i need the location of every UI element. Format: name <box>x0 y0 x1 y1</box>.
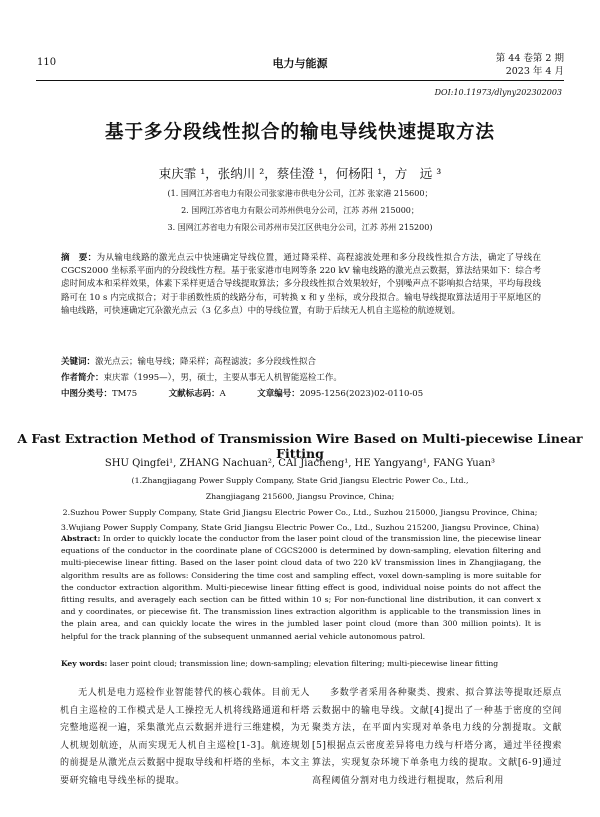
author-bio-text: 束庆霏（1995—），男，硕士，主要从事无人机智能巡检工作。 <box>103 373 342 383</box>
classification-line <box>61 387 541 399</box>
affiliation-en-3: 2.Suzhou Power Supply Company, State Grid Jiangsu Electric Power Co., Ltd., Suzhou 215000, Jiangsu Province, China; <box>62 508 538 517</box>
keywords-en <box>61 659 541 668</box>
title-en: A Fast Extraction Method of Transmission Wire Based on Multi-piecewise Linear Fitting <box>17 431 583 461</box>
doc-code-label: 文献标志码： <box>168 389 220 399</box>
doc-code-value: A <box>219 389 226 399</box>
body-left-text: 无人机是电力巡检作业智能替代的核心载体。目前无人机自主巡检的工作模式是人工操控无人机将线路通道和杆塔完整地巡视一遍，采集激光点云数据并进行三维建模，为无人机规划航迹，从而实现无人机自主巡检[1-3]。航迹规划的前提是从激光点云数据中提取导线和杆塔的坐标，本文主要研究输电导线坐标的提取。 <box>60 688 310 786</box>
body-left-column <box>60 685 310 790</box>
affiliation-en-2: Zhangjiagang 215600, Jiangsu Province, China; <box>205 492 395 501</box>
page-number: 110 <box>37 57 57 68</box>
abstract-en-text: In order to quickly locate the conductor from the laser point cloud of the transmission line, the piecewise linear equations of the conductor in the coordinate plane of CGCS2000 is determined by down-sampling, elevation filtering and multi-piecewise linear fitting. Based on the laser point cloud data of two 220 kV transmission lines in Zhangjiagang, the algorithm results are as follows: Considering the time cost and sampling effect, voxel down-sampling is more suitable for the conductor extraction algorithm. Multi-piecewise linear fitting effect is good, individual noise points do not affect the fitting results, and averagely each section can be fitted within 10 s; For non-functional line distribution, it can convert x and y coordinates, or piecewise fit. The transmission lines extraction algorithm is applicable to the transmission lines in the plain area, and can quickly locate the wires in the jumbled laser point cloud (more than 300 million points). It is helpful for the track planning of the subsequent unmanned aerial vehicle autonomous patrol. <box>61 534 541 641</box>
abstract-cn-label: 摘 要： <box>61 253 97 263</box>
authors-cn: 束庆霏 ¹，张纳川 ²，蔡佳澄 ¹，何杨阳 ¹，方 远 ³ <box>158 166 442 181</box>
affiliation-en-1: (1.Zhangjiagang Power Supply Company, State Grid Jiangsu Electric Power Co., Ltd., <box>131 476 469 485</box>
abstract-cn <box>61 252 541 318</box>
keywords-cn-label: 关键词： <box>61 357 96 367</box>
journal-name: 电力与能源 <box>272 57 328 70</box>
body-right-column <box>312 685 562 790</box>
author-bio <box>61 371 541 383</box>
keywords-en-label: Key words: <box>61 659 108 668</box>
journal-issue <box>496 52 564 78</box>
keywords-cn <box>61 355 541 367</box>
clc-label: 中图分类号： <box>61 389 113 399</box>
body-right-text: 多数学者采用各种聚类、搜索、拟合算法等提取还原点云数据中的输电导线。文献[4]提出了一种基于密度的空间聚类方法，在平面内实现对单条电力线的分割提取。文献[5]根据点云密度差异将电力线与杆塔分离，通过半径搜索算法，实现复杂环境下单条电力线的提取。文献[6-9]通过高程阈值分割对电力线进行粗提取，然后利用 <box>312 688 562 786</box>
clc-value: TM75 <box>112 389 138 399</box>
author-bio-label: 作者简介： <box>61 373 104 383</box>
keywords-cn-text: 激光点云；输电导线；降采样；高程滤波；多分段线性拟合 <box>95 357 317 367</box>
affiliation-cn-2: 2. 国网江苏省电力有限公司苏州供电分公司，江苏 苏州 215000； <box>181 206 419 215</box>
abstract-en-label: Abstract: <box>61 534 101 543</box>
affiliation-cn-1: (1. 国网江苏省电力有限公司张家港市供电分公司，江苏 张家港 215600； <box>167 189 433 198</box>
volume-issue: 第 44 卷第 2 期 <box>495 53 564 64</box>
header-rule <box>36 80 564 81</box>
keywords-en-text: laser point cloud; transmission line; down-sampling; elevation filtering; multi-piecewise linear fitting <box>109 659 499 668</box>
title-cn: 基于多分段线性拟合的输电导线快速提取方法 <box>104 122 495 143</box>
authors-en: SHU Qingfei¹, ZHANG Nachuan², CAI Jiacheng¹, HE Yangyang¹, FANG Yuan³ <box>104 458 496 469</box>
issue-date: 2023 年 4 月 <box>505 66 564 77</box>
abstract-cn-text: 为从输电线路的激光点云中快速确定导线位置，通过降采样、高程滤波处理和多分段线性拟合方法，确定了导线在 CGCS2000 坐标系平面内的分段线性方程。基于张家港市电网等条 220 kV 输电线路的激光点云数据，算法结果如下：综合考虑时间成本和采样效果，体素下采样更适合导线提取算法；多分段线性拟合效果较好，个别噪声点不影响拟合结果，平均每段线路可在 10 s 内完成拟合；对于非函数性质的线路分布，可转换 x 和 y 坐标，或分段拟合。输电导线提取算法适用于平原地区的输电线路，可快速确定冗杂激光点云（3 亿多点）中的导线位置，有助于后续无人机自主巡检的航迹规划。 <box>61 253 541 316</box>
article-number-value: 2095-1256(2023)02-0110-05 <box>299 389 424 399</box>
affiliation-en-4: 3.Wujiang Power Supply Company, State Grid Jiangsu Electric Power Co., Ltd., Suzhou 215200, Jiangsu Province, China) <box>60 523 540 532</box>
abstract-en <box>61 533 541 643</box>
affiliation-cn-3: 3. 国网江苏省电力有限公司苏州市吴江区供电分公司，江苏 苏州 215200) <box>167 223 433 232</box>
article-number-label: 文章编号： <box>257 389 300 399</box>
doi: DOI:10.11973/dlyny202302003 <box>434 88 562 97</box>
